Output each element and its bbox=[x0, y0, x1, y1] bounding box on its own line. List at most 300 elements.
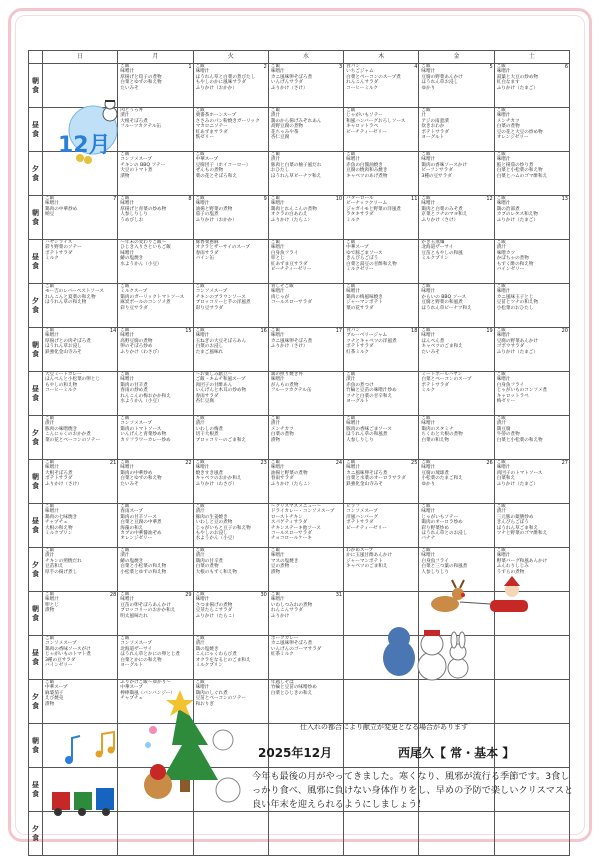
date-number: 21 bbox=[109, 460, 117, 466]
menu-item: マカロニソテー bbox=[195, 124, 228, 130]
date-number: 30 bbox=[260, 592, 267, 598]
menu-item: ご飯 bbox=[120, 460, 130, 465]
menu-item: ご飯 bbox=[195, 680, 205, 685]
menu-item: 牛蒡の煮物 bbox=[496, 432, 520, 438]
menu-cell bbox=[494, 680, 569, 724]
menu-item: 赤魚の白醤油焼き bbox=[346, 162, 383, 168]
menu-cell bbox=[193, 284, 268, 328]
menu-item: チキンの照焼だれ bbox=[45, 558, 82, 564]
menu-item: 厚揚げと青菜の炒め物 bbox=[120, 206, 167, 212]
menu-item: キャベツのあげ煮物 bbox=[346, 173, 388, 179]
menu-item: ご飯 bbox=[45, 284, 55, 289]
meal-label: 夕食 bbox=[29, 548, 43, 592]
menu-item: たいみそ bbox=[120, 85, 139, 91]
menu-cell bbox=[344, 372, 419, 416]
menu-item: 水ようかん（小豆） bbox=[120, 261, 162, 267]
menu-item: 味噌汁 bbox=[120, 465, 135, 471]
menu-item: 北海道ザーサイ bbox=[421, 245, 454, 251]
menu-item: じゃがいもソテー bbox=[346, 113, 383, 119]
menu-item: チョコロールケーキ bbox=[270, 536, 312, 542]
menu-item: 高野豆腐の煮物 bbox=[270, 124, 304, 130]
menu-cell bbox=[118, 240, 193, 284]
date-number: 25 bbox=[411, 460, 418, 466]
menu-item: 味噌汁 bbox=[45, 201, 59, 207]
menu-item: 青しそご飯 bbox=[270, 284, 294, 289]
menu-item: 白菜と水菜のオーロラサラダ bbox=[346, 476, 406, 482]
meal-row bbox=[29, 460, 570, 504]
menu-item: うずらの煮物 bbox=[496, 569, 525, 575]
menu-item: 水ようかん（小豆） bbox=[120, 399, 162, 405]
menu-item: 春雨サラダ bbox=[270, 476, 294, 482]
menu-item: きんぴらごぼう bbox=[346, 256, 379, 262]
menu-item: ご飯 bbox=[195, 328, 205, 333]
menu-cell bbox=[494, 196, 569, 240]
menu-item: 味噌汁 bbox=[421, 201, 436, 207]
menu-item: ふりかけ（たらこ） bbox=[270, 481, 313, 487]
menu-cell bbox=[43, 196, 118, 240]
menu-item: 味噌汁 bbox=[346, 465, 360, 471]
menu-item: 漬汁 bbox=[195, 553, 205, 559]
menu-item: ご飯 bbox=[496, 152, 506, 157]
menu-item: えび焼売 bbox=[45, 696, 64, 702]
menu-item: 肉団子の甘酢あん bbox=[195, 382, 233, 388]
menu-cell bbox=[268, 108, 343, 152]
menu-cell bbox=[268, 416, 343, 460]
menu-cell bbox=[494, 372, 569, 416]
date-number: 4 bbox=[414, 64, 418, 70]
menu-item: ふりかけ（わさび） bbox=[195, 481, 237, 487]
menu-item: 漬汁 bbox=[270, 113, 281, 119]
menu-item: 味噌汁 bbox=[496, 69, 511, 75]
menu-item: キャロットラペ bbox=[496, 393, 529, 399]
menu-cell bbox=[268, 812, 343, 856]
menu-item: 鶏肉のオーロラ炒め bbox=[421, 520, 463, 526]
menu-item: ご飯 bbox=[120, 64, 130, 69]
menu-item: 味噌汁 bbox=[496, 377, 511, 383]
menu-cell bbox=[193, 372, 268, 416]
menu-cell bbox=[494, 64, 569, 108]
menu-item: 麻炭ボールのコンソメ煮 bbox=[120, 300, 171, 306]
menu-item: ほうれん草お浸し bbox=[421, 80, 459, 86]
menu-item: たいみそ bbox=[421, 349, 440, 355]
date-number: 20 bbox=[561, 328, 568, 334]
menu-item: キャベツのおかか和え bbox=[195, 476, 242, 482]
menu-cell bbox=[268, 196, 343, 240]
menu-item: ご飯 bbox=[45, 460, 55, 465]
menu-item: ほうれん草ビーナツ和え bbox=[270, 173, 322, 179]
menu-item: 漬汁 bbox=[496, 245, 506, 251]
menu-item: ふりかけ（たらこ） bbox=[195, 613, 237, 619]
menu-item: ご飯 bbox=[496, 196, 506, 201]
menu-item: 味噌汁 bbox=[496, 289, 511, 295]
menu-item: 豆腐と野菜の和風煮 bbox=[421, 300, 463, 306]
menu-item: キャロットラペ bbox=[346, 124, 379, 130]
menu-item: 豆芽たらこサラダ bbox=[195, 608, 233, 614]
menu-item: 豚肉の香味ごまソース bbox=[346, 426, 392, 432]
month-badge: 12月 bbox=[58, 133, 111, 158]
menu-item: ご飯 bbox=[195, 548, 205, 553]
menu-cell bbox=[494, 460, 569, 504]
day-header: 火 bbox=[193, 51, 268, 64]
menu-item: 味噌汁 bbox=[496, 553, 511, 559]
menu-item: ご飯 bbox=[496, 372, 506, 377]
menu-item: ヨーグルト bbox=[120, 663, 144, 669]
menu-item: 味噌汁 bbox=[270, 333, 285, 339]
menu-cell bbox=[118, 592, 193, 636]
menu-item: 油揚と野菜の煮物 bbox=[270, 470, 308, 476]
menu-cell bbox=[419, 64, 494, 108]
menu-item: カニ風味卵そぼろ煮 bbox=[270, 74, 313, 80]
day-header-row bbox=[29, 51, 570, 64]
meal-label: 夕食 bbox=[29, 416, 43, 460]
menu-item: ほうれん草ごま和え bbox=[496, 525, 539, 531]
menu-item: 大豆ミートカレー bbox=[45, 372, 82, 377]
menu-item: 肉じゃが bbox=[270, 294, 290, 300]
menu-item: 杏仁豆腐 bbox=[270, 135, 290, 141]
menu-item: じゃがいもソテー bbox=[421, 514, 459, 520]
menu-item: 味噌汁 bbox=[270, 465, 285, 471]
menu-cell bbox=[118, 636, 193, 680]
menu-item: 漬汁 bbox=[346, 377, 356, 383]
menu-cell bbox=[43, 328, 118, 372]
menu-item: チキンステーキ他ソース bbox=[270, 525, 321, 531]
menu-item: いんげんサラダ bbox=[270, 80, 303, 86]
menu-cell bbox=[494, 636, 569, 680]
menu-cell bbox=[193, 460, 268, 504]
menu-item: わかめスープ bbox=[346, 548, 374, 553]
menu-item: オクラの白あわえ bbox=[270, 212, 308, 218]
date-number: 9 bbox=[263, 196, 267, 202]
menu-item: オクラをなるとのごま和え bbox=[195, 657, 251, 663]
menu-item: 白菜と小松菜の和え物 bbox=[496, 168, 543, 174]
menu-item: こんにゃくわらび煮 bbox=[195, 652, 237, 658]
menu-item: ハヤシライス bbox=[45, 240, 73, 245]
menu-item: 鶏肉の甘辛煮 bbox=[195, 558, 224, 564]
menu-item: ご飯 bbox=[421, 460, 431, 465]
menu-item: 豚肉の生姜焼き bbox=[195, 514, 228, 520]
christmas-tree-illustration bbox=[118, 690, 258, 824]
menu-item: ご飯 bbox=[421, 548, 431, 553]
menu-item: バインゼリー bbox=[496, 267, 525, 273]
menu-item: ご飯 bbox=[270, 328, 281, 333]
date-number: 19 bbox=[486, 328, 493, 334]
menu-item: 鶏肉の中華炒め bbox=[45, 206, 78, 212]
menu-item: 鶏肉の七味焼き bbox=[45, 514, 78, 520]
menu-item: ゴボウサラダ bbox=[496, 344, 525, 350]
menu-item: コンソメスープ bbox=[45, 641, 77, 647]
meal-label: 夕食 bbox=[29, 284, 43, 328]
menu-item: 小松菜のおひたし bbox=[496, 305, 534, 311]
menu-item: メンチカツ bbox=[496, 118, 520, 124]
menu-item: 味噌汁 bbox=[195, 597, 210, 603]
menu-item: ピーチティーゼリー bbox=[346, 525, 387, 531]
menu-item: カブのレタス和え物 bbox=[496, 212, 538, 218]
menu-item: オレンジゼリー bbox=[120, 536, 153, 542]
menu-item: 小松菜のたまご和え bbox=[421, 476, 463, 482]
menu-item: きんぴらごぼう bbox=[496, 520, 529, 526]
menu-item: さつま揚げの煮物 bbox=[195, 602, 233, 608]
menu-cell bbox=[419, 108, 494, 152]
menu-item: 洋風ハンバーグ bbox=[346, 514, 378, 520]
menu-item: チキンのブラウンソース bbox=[195, 294, 246, 300]
menu-item: いちごジャム bbox=[346, 69, 374, 75]
menu-cell bbox=[344, 152, 419, 196]
menu-item: 豚肉の味噌焼き bbox=[45, 426, 78, 432]
menu-item: 漬汁 bbox=[496, 421, 506, 427]
menu-item: ポテトサラダ bbox=[45, 476, 73, 482]
menu-item: 味噌汁 bbox=[270, 245, 285, 251]
menu-item: ミルクゼリー bbox=[346, 267, 374, 273]
menu-item: 鉄強化金山寺みそ bbox=[346, 481, 383, 487]
menu-item: 鰆の塩焼き bbox=[120, 256, 144, 262]
menu-item: カリフラワーカレー炒め bbox=[120, 437, 171, 443]
menu-item: 白菜の和え物 bbox=[421, 437, 449, 443]
menu-item: ご飯 bbox=[45, 680, 55, 685]
menu-item: 鰆の塩焼き bbox=[120, 558, 144, 564]
date-number: 15 bbox=[185, 328, 192, 334]
meal-label: 朝食 bbox=[29, 724, 43, 768]
menu-item: ピラフ bbox=[346, 504, 360, 509]
menu-item: ふりかけ（さけ） bbox=[270, 344, 308, 350]
menu-item: ちくわと大根の煮物 bbox=[421, 432, 463, 438]
menu-item: もずく酢の和え物 bbox=[496, 261, 534, 267]
menu-item: もやしのかに風味サラダ bbox=[195, 80, 247, 86]
menu-item: 鶏肉のガーリックトマトソース bbox=[120, 294, 185, 300]
meal-row bbox=[29, 504, 570, 548]
menu-item: 白菜のお浸し bbox=[195, 344, 224, 350]
menu-item: 味噌汁 bbox=[45, 509, 59, 515]
meal-row bbox=[29, 284, 570, 328]
menu-item: ブロッコリーのごま和え bbox=[195, 437, 247, 443]
menu-item: 水ようかん（小豆） bbox=[195, 536, 237, 542]
menu-item: ラタキサラダ bbox=[346, 212, 374, 218]
menu-cell bbox=[118, 548, 193, 592]
menu-item: 北海道ザーサイ bbox=[120, 646, 153, 652]
menu-item: 鶏肉の甘辛煮 bbox=[120, 382, 148, 388]
menu-item: 菜の花とそぼろ和え bbox=[195, 173, 237, 179]
meal-label: 昼食 bbox=[29, 108, 43, 152]
menu-item: 切干大根煮 bbox=[195, 432, 219, 438]
menu-item: 油揚と野菜の煮物 bbox=[195, 206, 233, 212]
menu-item: ご飯 bbox=[45, 592, 55, 597]
menu-item: ブロッコリーのおかか和え bbox=[120, 608, 176, 614]
menu-item: 味噌汁 bbox=[346, 157, 360, 163]
menu-item: 京菜とツナのマヨ和え bbox=[421, 212, 468, 218]
day-header: 日 bbox=[43, 51, 118, 64]
menu-item: カニ風味卵そぼろ煮 bbox=[346, 470, 388, 476]
menu-item: 豆腐の焼肉和み焼き bbox=[346, 168, 388, 174]
menu-item: ご飯 bbox=[496, 460, 506, 465]
menu-cell bbox=[193, 416, 268, 460]
menu-item: 鶏肉のトマトソース bbox=[120, 426, 162, 432]
meal-label: 夕食 bbox=[29, 152, 43, 196]
menu-item: ボークカレー bbox=[270, 636, 299, 641]
menu-cell bbox=[494, 284, 569, 328]
menu-item: 炊きおわか bbox=[421, 124, 445, 130]
menu-item: 大根の和え物 bbox=[45, 525, 73, 531]
day-header: 木 bbox=[344, 51, 419, 64]
menu-item: バインゼリー bbox=[45, 663, 73, 669]
menu-item: 鶏肉の梅風味焼き bbox=[346, 294, 383, 300]
menu-item: マスの塩焼き bbox=[270, 558, 299, 564]
date-number: 28 bbox=[109, 592, 117, 598]
menu-item: コンソメスープ bbox=[120, 421, 152, 427]
menu-cell bbox=[494, 416, 569, 460]
date-number: 5 bbox=[489, 64, 493, 70]
menu-cell bbox=[344, 416, 419, 460]
menu-item: 梅ゼリー bbox=[496, 399, 516, 405]
menu-item: 海藻の和え bbox=[120, 525, 144, 531]
menu-cell bbox=[419, 460, 494, 504]
date-number: 6 bbox=[564, 64, 568, 70]
menu-item: アジの南蛮漬 bbox=[421, 118, 449, 124]
menu-item: 味噌汁 bbox=[421, 509, 436, 515]
menu-cell bbox=[419, 328, 494, 372]
menu-item: 漬汁 bbox=[195, 641, 205, 647]
menu-item: 麻婆茄子 bbox=[45, 690, 64, 696]
menu-item: れんこんと夏菜の和え物 bbox=[45, 294, 96, 300]
menu-item: 味噌汁 bbox=[421, 553, 436, 559]
menu-item: 人参しりしり bbox=[346, 437, 374, 443]
menu-item: チャプチェ bbox=[120, 696, 143, 702]
menu-item: 大豆のトマト煮 bbox=[120, 168, 153, 174]
date-number: 26 bbox=[486, 460, 493, 466]
menu-item: じゃがいものトマト煮 bbox=[45, 652, 91, 658]
menu-item: 彩り豆サラダ bbox=[120, 305, 148, 311]
date-number: 18 bbox=[411, 328, 418, 334]
menu-item: 鶏の治部煮 bbox=[496, 206, 520, 212]
menu-item: もやしのお浸し bbox=[195, 531, 228, 537]
menu-item: ご飯 bbox=[195, 284, 205, 289]
menu-cell bbox=[268, 504, 343, 548]
menu-item: ほうれん草とのお浸し bbox=[421, 531, 468, 537]
menu-cell bbox=[118, 460, 193, 504]
menu-cell bbox=[268, 636, 343, 680]
menu-cell bbox=[193, 548, 268, 592]
menu-item: 味噌カツ bbox=[496, 250, 516, 256]
menu-item: 漬物 bbox=[270, 437, 281, 443]
menu-item: 白菜とゆずの和え物 bbox=[120, 476, 162, 482]
date-number: 23 bbox=[260, 460, 267, 466]
menu-item: 厚揚げと筍子の煮物 bbox=[120, 74, 162, 80]
menu-item: 茄子の塩煮 bbox=[195, 212, 219, 218]
menu-item: ご飯 bbox=[120, 152, 130, 157]
menu-item: 豆苗ともやしの和風 bbox=[421, 250, 463, 256]
menu-cell bbox=[419, 416, 494, 460]
day-header: 金 bbox=[419, 51, 494, 64]
menu-item: 豆苗とツナの和え物 bbox=[496, 300, 539, 306]
menu-item: たいみそ bbox=[120, 481, 139, 487]
menu-item: ご飯 bbox=[120, 636, 130, 641]
menu-item: 味噌汁 bbox=[120, 250, 135, 256]
menu-cell bbox=[344, 108, 419, 152]
menu-item: 豚肉と白菜の柚子風だれ bbox=[270, 162, 322, 168]
meal-row bbox=[29, 680, 570, 724]
menu-item: 紅白なます bbox=[496, 80, 520, 86]
menu-item: コールスローサラダ bbox=[270, 300, 312, 306]
menu-item: 味噌汁 bbox=[45, 465, 59, 471]
menu-cell bbox=[419, 372, 494, 416]
date-number: 11 bbox=[411, 196, 418, 202]
menu-item: ふりかけ（たまご） bbox=[496, 349, 539, 355]
menu-item: 彩り野菜のソテー bbox=[45, 245, 82, 251]
menu-item: 味噌汁 bbox=[195, 685, 210, 691]
menu-cell bbox=[118, 108, 193, 152]
menu-item: 大根のもずく和え物 bbox=[195, 569, 237, 575]
menu-item: 春雨サラダ bbox=[195, 250, 219, 256]
menu-item: ご飯 bbox=[496, 64, 506, 69]
menu-item: 味噌汁 bbox=[270, 377, 285, 383]
menu-item: ご飯 bbox=[195, 196, 205, 201]
menu-item: 棒棒鶏風（バンバンジー） bbox=[120, 690, 175, 696]
menu-item: コーヒーミルク bbox=[346, 85, 379, 91]
menu-item: 栗番茶ホーンスープ bbox=[195, 113, 237, 119]
date-number: 29 bbox=[185, 592, 192, 598]
menu-item: 鶏肉の香味ソースかけ bbox=[421, 162, 468, 168]
menu-item: 彩り野菜炒め bbox=[421, 525, 449, 531]
menu-item: 漬汁 bbox=[195, 421, 205, 427]
menu-item: ささみのパン粉焼きガーリック bbox=[195, 118, 260, 124]
menu-item: 厚揚げとの肉そぼろ煮 bbox=[45, 338, 91, 344]
date-number: 17 bbox=[335, 328, 343, 334]
menu-item: ご飯 bbox=[120, 328, 130, 333]
menu-item: 和おりぎ bbox=[195, 701, 214, 707]
menu-item: ミルクプリン bbox=[421, 256, 449, 262]
menu-item: 豆苗の卵そぼろあんかけ bbox=[120, 602, 171, 608]
menu-item: 白菜とベーコンのスープ bbox=[421, 377, 472, 383]
menu-cell bbox=[43, 504, 118, 548]
menu-cell bbox=[43, 592, 118, 636]
menu-cell bbox=[193, 108, 268, 152]
menu-item: 味噌汁 bbox=[496, 333, 511, 339]
menu-item: ビーフンサラダ bbox=[421, 168, 453, 174]
menu-item: ツナと白菜の甘辛和え bbox=[346, 393, 393, 399]
menu-item: 鶏豆腐 bbox=[496, 426, 511, 432]
menu-cell bbox=[419, 812, 494, 856]
menu-item: 卯とじ bbox=[270, 256, 285, 262]
menu-item: いわしと豆の煮物 bbox=[195, 520, 233, 526]
menu-item: ご飯 bbox=[120, 196, 130, 201]
menu-item: ミートボールハヤシ bbox=[421, 372, 463, 377]
meal-row bbox=[29, 240, 570, 284]
seasonal-message: 今年も最後の月がやってきました。寒くなり、風邪が流行る季節です。3食しっかり食べ、風邪に負けない身体作りをし、早めの予防で楽しいクリスマスと良い年末を迎えられるようにしましょう！ bbox=[252, 771, 574, 810]
menu-item: 鶏肉の甘辛ソース bbox=[120, 514, 157, 520]
menu-item: 白菜とベーコンのスープ煮 bbox=[346, 74, 401, 80]
menu-item: 花ちゃみや茶 bbox=[270, 129, 299, 135]
menu-cell bbox=[419, 240, 494, 284]
menu-cell bbox=[494, 240, 569, 284]
menu-item: ポテトサラダ bbox=[421, 382, 449, 388]
menu-item: 白菜と三つ葉の和風煮 bbox=[421, 564, 468, 570]
date-number: 10 bbox=[335, 196, 343, 202]
menu-item: 味噌汁 bbox=[496, 465, 511, 471]
menu-item: 菜の花とベーコンのソテー bbox=[45, 437, 101, 443]
menu-item: うめびしお bbox=[120, 217, 144, 223]
menu-item: フルーツカクテル缶 bbox=[120, 124, 162, 130]
menu-item: ご飯 bbox=[346, 240, 356, 245]
menu-item: ご飯 bbox=[120, 372, 130, 377]
menu-item: 玉ねぎの大豆そぼろあん bbox=[195, 338, 247, 344]
menu-item: バイン缶 bbox=[195, 256, 214, 262]
menu-item: ご飯 bbox=[421, 152, 431, 157]
menu-cell bbox=[344, 812, 419, 856]
menu-item: 肉団子のトマトソース bbox=[496, 470, 543, 476]
menu-item: ふりかけ bbox=[270, 613, 290, 619]
menu-item: 白身魚フライ bbox=[421, 558, 449, 564]
menu-item: 豆腐団子（ホイコーロー） bbox=[195, 162, 251, 168]
menu-item: ミルクプリン bbox=[45, 531, 73, 537]
meal-row bbox=[29, 636, 570, 680]
